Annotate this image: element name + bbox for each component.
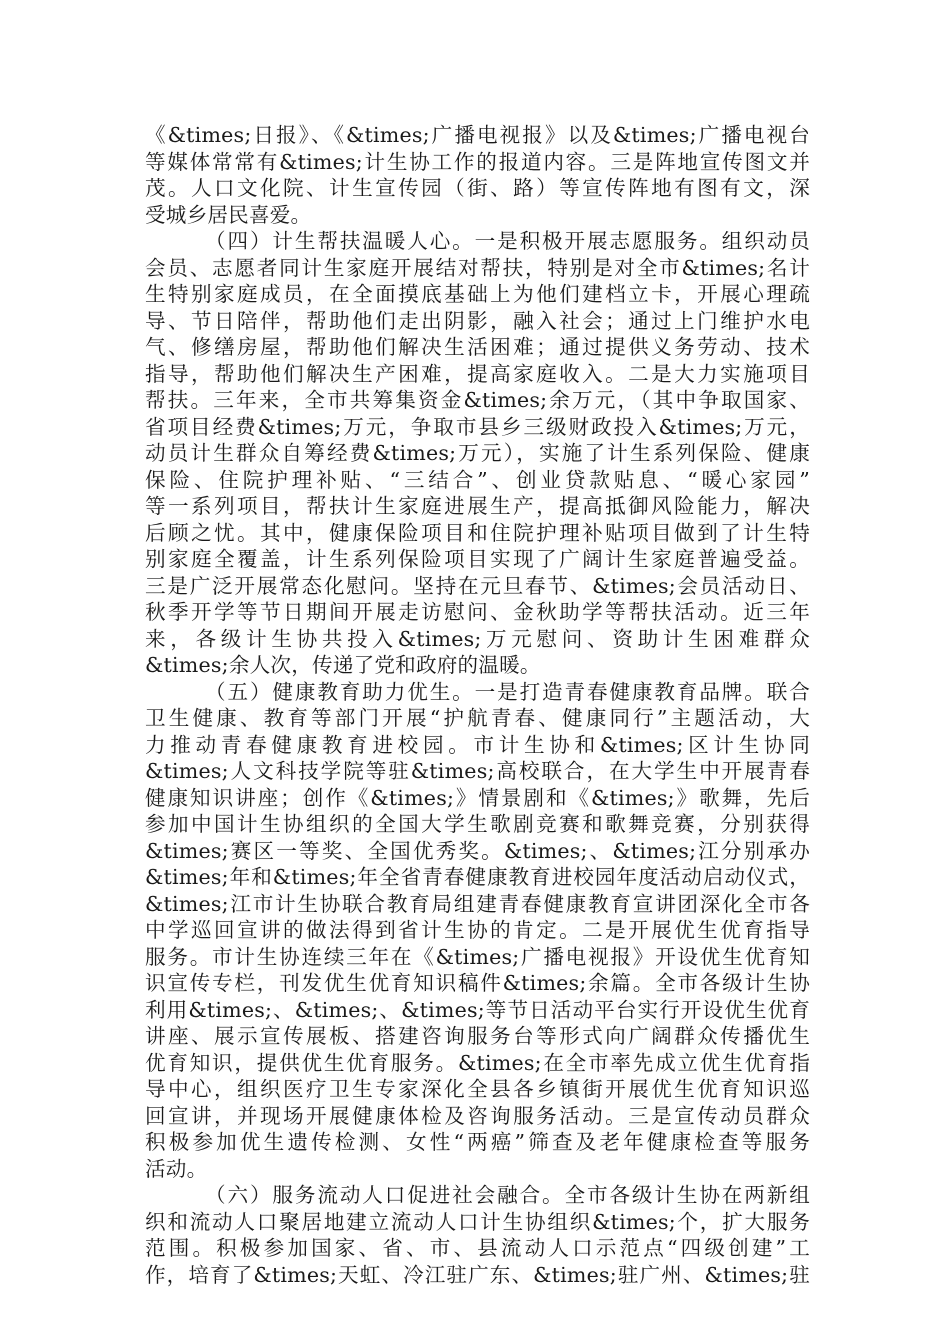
text-line: 省项目经费&times;万元，争取市县乡三级财政投入&times;万元， xyxy=(145,414,810,439)
text-line: 帮扶。三年来，全市共筹集资金&times;余万元，（其中争取国家、 xyxy=(145,388,810,412)
text-line: 中学巡回宣讲的做法得到省计生协的肯定。二是开展优生优育指导 xyxy=(145,918,810,942)
text-line: 《&times;日报》、《&times;广播电视报》以及&times;广播电视台 xyxy=(145,123,810,147)
paragraph-heading-line: （五）健康教育助力优生。一是打造青春健康教育品牌。联合 xyxy=(205,679,810,704)
text-line: 指导，帮助他们解决生产困难，提高家庭收入。二是大力实施项目 xyxy=(145,361,810,386)
text-line: 茂。人口文化院、计生宣传园（街、路）等宣传阵地有图有文，深 xyxy=(145,176,810,200)
text-line: 来，各级计生协共投入&times;万元慰问、资助计生困难群众 xyxy=(145,626,810,651)
paragraph-heading-line: （六）服务流动人口促进社会融合。全市各级计生协在两新组 xyxy=(205,1183,810,1207)
paragraph-heading-line: （四）计生帮扶温暖人心。一是积极开展志愿服务。组织动员 xyxy=(205,229,810,253)
text-line: 作，培育了&times;天虹、冷江驻广东、&times;驻广州、&times;驻 xyxy=(145,1262,810,1287)
text-line: &times;人文科技学院等驻&times;高校联合，在大学生中开展青春 xyxy=(145,759,810,783)
text-line: 利用&times;、&times;、&times;等节日活动平台实行开设优生优育 xyxy=(145,997,810,1022)
text-line: 三是广泛开展常态化慰问。坚持在元旦春节、&times;会员活动日、 xyxy=(145,573,810,598)
text-line: &times;江市计生协联合教育局组建青春健康教育宣讲团深化全市各 xyxy=(145,891,810,916)
text-line: 范围。积极参加国家、省、市、县流动人口示范点“四级创建”工 xyxy=(145,1236,810,1260)
text-line: 后顾之忧。其中，健康保险项目和住院护理补贴项目做到了计生特 xyxy=(145,520,810,545)
text-line: &times;余人次，传递了党和政府的温暖。 xyxy=(145,653,541,677)
text-line: 活动。 xyxy=(145,1156,208,1181)
text-line: 等媒体常常有&times;计生协工作的报道内容。三是阵地宣传图文并 xyxy=(145,149,810,174)
text-line: 力推动青春健康教育进校园。市计生协和&times;区计生协同 xyxy=(145,732,810,757)
text-line: &times;赛区一等奖、全国优秀奖。&times;、&times;江分别承办 xyxy=(145,838,810,863)
text-line: 健康知识讲座；创作《&times;》情景剧和《&times;》歌舞，先后 xyxy=(145,785,810,810)
text-line: 讲座、展示宣传展板、搭建咨询服务台等形式向广阔群众传播优生 xyxy=(145,1024,810,1048)
text-line: 保险、住院护理补贴、“三结合”、创业贷款贴息、“暖心家园” xyxy=(145,467,810,492)
text-line: 导中心，组织医疗卫生专家深化全县各乡镇街开展优生优育知识巡 xyxy=(145,1077,810,1101)
text-line: 等一系列项目，帮扶计生家庭进展生产，提高抵御风险能力，解决 xyxy=(145,494,810,518)
text-line: 秋季开学等节日期间开展走访慰问、金秋助学等帮扶活动。近三年 xyxy=(145,600,810,624)
text-line: 回宣讲，并现场开展健康体检及咨询服务活动。三是宣传动员群众 xyxy=(145,1103,810,1128)
text-line: 会员、志愿者同计生家庭开展结对帮扶，特别是对全市&times;名计 xyxy=(145,255,810,280)
text-line: 别家庭全覆盖，计生系列保险项目实现了广阔计生家庭普遍受益。 xyxy=(145,547,810,571)
text-line: 导、节日陪伴，帮助他们走出阴影，融入社会；通过上门维护水电 xyxy=(145,308,810,333)
text-line: 服务。市计生协连续三年在《&times;广播电视报》开设优生优育知 xyxy=(145,944,810,969)
text-line: 参加中国计生协组织的全国大学生歌剧竞赛和歌舞竞赛，分别获得 xyxy=(145,812,810,836)
text-line: 气、修缮房屋，帮助他们解决生活困难；通过提供义务劳动、技术 xyxy=(145,335,810,359)
text-line: 优育知识，提供优生优育服务。&times;在全市率先成立优生优育指 xyxy=(145,1050,810,1075)
text-line: 织和流动人口聚居地建立流动人口计生协组织&times;个，扩大服务 xyxy=(145,1209,810,1234)
text-line: 积极参加优生遗传检测、女性“两癌”筛查及老年健康检查等服务 xyxy=(145,1130,810,1154)
text-line: 动员计生群众自筹经费&times;万元），实施了计生系列保险、健康 xyxy=(145,441,810,465)
text-line: 受城乡居民喜爱。 xyxy=(145,202,312,227)
document-body xyxy=(145,122,810,1288)
text-line: 生特别家庭成员，在全面摸底基础上为他们建档立卡，开展心理疏 xyxy=(145,282,810,306)
text-line: 卫生健康、教育等部门开展“护航青春、健康同行”主题活动，大 xyxy=(145,706,810,730)
text-line: 识宣传专栏，刊发优生优育知识稿件&times;余篇。全市各级计生协 xyxy=(145,971,810,995)
text-line: &times;年和&times;年全省青春健康教育进校园年度活动启动仪式， xyxy=(145,865,810,889)
